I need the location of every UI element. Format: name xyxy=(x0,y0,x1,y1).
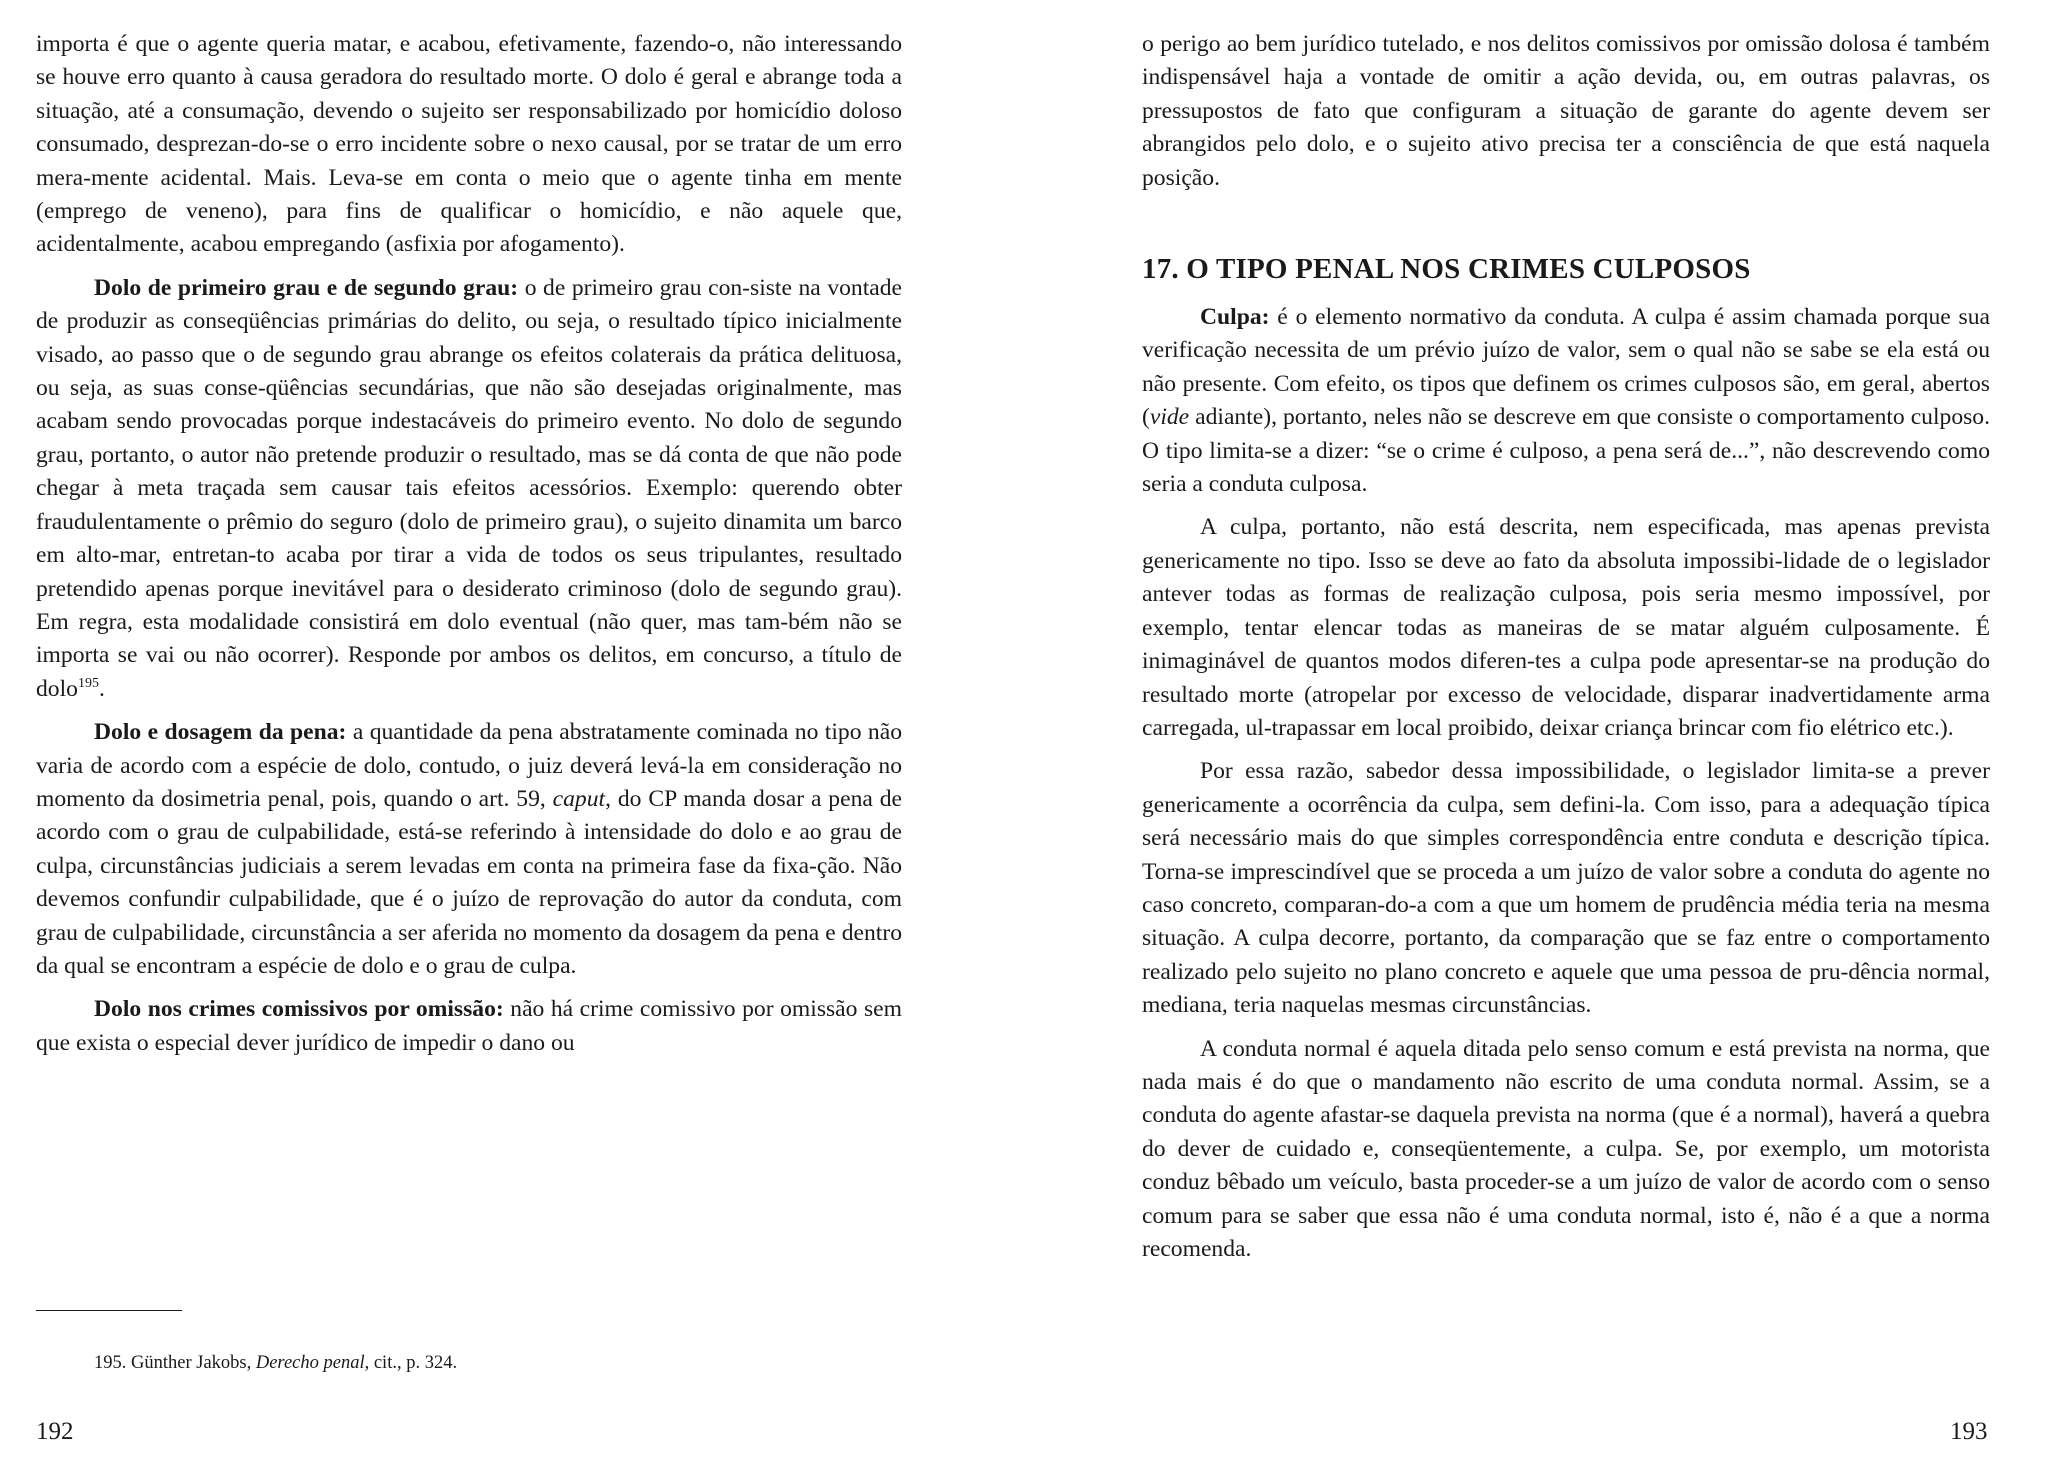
right-page xyxy=(1142,28,1990,1266)
italic-title: Derecho penal xyxy=(255,1353,365,1373)
paragraph-dolo-primeiro-segundo-grau xyxy=(36,272,902,706)
paragraph-body: adiante), portanto, neles não se descreve em que consiste o comportamento culposo. O tipo limita-se a dizer: “se o crime é culposo, a pena será de...”, não descrevendo como seria a conduta culposa. xyxy=(1142,404,1990,498)
paragraph-conduta-normal: A conduta normal é aquela ditada pelo senso comum e está prevista na norma, que nada mais é do que o mandamento não escrito de uma conduta normal. Assim, se a conduta do agente afastar-se daquela prevista na norma (que é a normal), haverá a quebra do dever de cuidado e, conseqüentemente, a culpa. Se, por exemplo, um motorista conduz bêbado um veículo, basta proceder-se a um juízo de valor de acordo com o senso comum para se saber que essa não é uma conduta normal, isto é, não é a que a norma recomenda. xyxy=(1142,1035,1990,1262)
paragraph-continuation: o perigo ao bem jurídico tutelado, e nos delitos comissivos por omissão dolosa é também indispensável haja a vontade de omitir a ação devida, ou, em outras palavras, os pressupostos de fato que configuram a situação de garante do agente devem ser abrangidos pelo dolo, e o sujeito ativo precisa ter a consciência de que está naquela posição. xyxy=(1142,31,1990,191)
paragraph-tail: . xyxy=(98,675,105,702)
paragraph-lead: Culpa: xyxy=(1200,304,1270,331)
footnote-ref: 195 xyxy=(77,675,99,691)
paragraph-body: a quantidade da pena abstratamente cominada no tipo não varia de acordo com a espécie de dolo, contudo, o juiz deverá levá-la em consideração no momento da dosimetria penal, pois, quando o art. 59, xyxy=(36,719,902,812)
paragraph-razao: Por essa razão, sabedor dessa impossibilidade, o legislador limita-se a prever genericamente a ocorrência da culpa, sem defini-la. Com isso, para a adequação típica será necessário mais do que simples correspondência entre conduta e descrição típica. Torna-se imprescindível que se proceda a um juízo de valor sobre a conduta do agente no caso concreto, comparan-do-a com a que um homem de prudência média teria na mesma situação. A culpa decorre, portanto, da comparação que se faz entre o comportamento realizado pelo sujeito no plano concreto e aquele que uma pessoa de pru-dência normal, mediana, teria naquelas mesmas circunstâncias. xyxy=(1142,758,1990,1019)
page-number-right: 193 xyxy=(1950,1418,1988,1445)
left-page xyxy=(36,28,902,1060)
paragraph-body: , do CP manda dosar a pena de acordo com o grau de culpabilidade, está-se referindo à intensidade do dolo e ao grau de culpa, circunstâncias judiciais a serem levadas em conta na primeira fase da fixa-ção. Não devemos confundir culpabilidade, que é o juízo de reprovação do autor da conduta, com grau de culpabilidade, circunstância a ser aferida no momento da dosagem da pena e dentro da qual se encontram a espécie de dolo e o grau de culpa. xyxy=(36,785,902,979)
footnote-divider xyxy=(36,1310,182,1311)
footnote-195: 195. Günther Jakobs, Derecho penal, cit., p. 324. xyxy=(94,1353,458,1373)
paragraph-body: não há crime comissivo por omissão sem que exista o especial dever jurídico de impedir o dano ou xyxy=(36,996,902,1056)
paragraph-lead: Dolo nos crimes comissivos por omissão: xyxy=(94,996,504,1023)
page-number-left: 192 xyxy=(36,1418,74,1445)
italic-term: caput xyxy=(552,785,606,812)
paragraph-lead: Dolo de primeiro grau e de segundo grau: xyxy=(94,274,519,301)
italic-term: vide xyxy=(1149,404,1190,431)
paragraph-continuation: importa é que o agente queria matar, e acabou, efetivamente, fazendo-o, não interessando se houve erro quanto à causa geradora do resultado morte. O dolo é geral e abrange toda a situação, até a consumação, devendo o sujeito ser responsabilizado por homicídio doloso consumado, desprezan-do-se o erro incidente sobre o nexo causal, por se tratar de um erro mera-mente acidental. Mais. Leva-se em conta o meio que o agente tinha em mente (emprego de veneno), para fins de qualificar o homicídio, e não aquele que, acidentalmente, acabou empregando (asfixia por afogamento). xyxy=(36,31,902,258)
paragraph-culpa-prevista: A culpa, portanto, não está descrita, nem especificada, mas apenas prevista genericamente no tipo. Isso se deve ao fato da absoluta impossibi-lidade de o legislador antever todas as formas de realização culposa, pois seria mesmo impossível, por exemplo, tentar elencar todas as maneiras de se matar alguém culposamente. É inimaginável de quantos modos diferen-tes a culpa pode apresentar-se na produção do resultado morte (atropelar por excesso de velocidade, disparar inadvertidamente arma carregada, ul-trapassar em local proibido, deixar criança brincar com fio elétrico etc.). xyxy=(1142,514,1990,741)
paragraph-dolo-comissivos-omissao xyxy=(36,993,902,1060)
paragraph-culpa xyxy=(1142,301,1990,501)
paragraph-body: o de primeiro grau con-siste na vontade de produzir as conseqüências primárias do delito, ou seja, o resultado típico inicialmente visado, ao passo que o de segundo grau abrange os efeitos colaterais da prática delituosa, ou seja, as suas conse-qüências secundárias, que não são desejadas originalmente, mas acabam sendo provocadas porque indestacáveis do primeiro evento. No dolo de segundo grau, portanto, o autor não pretende produzir o resultado, mas se dá conta de que não pode chegar à meta traçada sem causar tais efeitos acessórios. Exemplo: querendo obter fraudulentamente o prêmio do seguro (dolo de primeiro grau), o sujeito dinamita um barco em alto-mar, entretan-to acaba por tirar a vida de todos os seus tripulantes, resultado pretendido apenas porque inevitável para o desiderato criminoso (dolo de segundo grau). Em regra, esta modalidade consistirá em dolo eventual (não quer, mas tam-bém não se importa se vai ou não ocorrer). Responde por ambos os delitos, em concurso, a título de dolo xyxy=(36,274,902,702)
paragraph-body: é o elemento normativo da conduta. A culpa é assim chamada porque sua verificação necessita de um prévio juízo de valor, sem o qual não se sabe se ela está ou não presente. Com efeito, os tipos que definem os crimes culposos são, em geral, abertos ( xyxy=(1142,304,1990,431)
paragraph-dolo-dosagem-pena xyxy=(36,716,902,983)
section-heading: 17. O TIPO PENAL NOS CRIMES CULPOSOS xyxy=(1142,253,1751,286)
paragraph-lead: Dolo e dosagem da pena: xyxy=(94,719,347,746)
